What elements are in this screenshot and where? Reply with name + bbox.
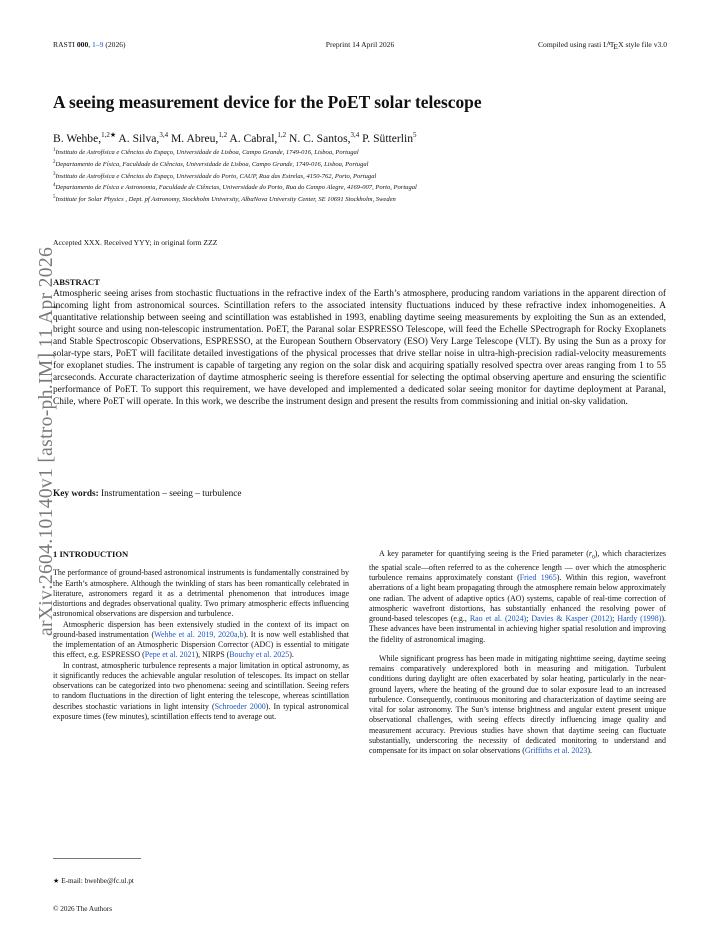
affiliation-marker: 3,4 bbox=[350, 131, 360, 139]
paragraph: While significant progress has been made in mitigating nighttime seeing, daytime seeing remains comparatively underexplored both in measuring and mitigation. Turbulent conditions during daylight are often exacerbated by solar heating, particularly in the near-ground layers, where the heating of the ground due to solar exposure lead to an increased turbulence. Consequently, continuous monitoring and characterization of daytime seeing are vital for solar astronomy. The Sun’s intense brightness and angular extent present unique observational challenges, with seeing effects directly influencing image quality and measurement accuracy. Previous studies have shown that daytime seeing can fluctuate substantially, underscoring the necessity of dedicated monitoring to understand and compensate for its impact on solar observations (Griffiths et al. 2023). bbox=[369, 653, 666, 756]
affiliation-marker: 3,4 bbox=[159, 131, 169, 139]
affiliation-number: 1 bbox=[53, 148, 56, 153]
citation-link[interactable]: Fried 1965 bbox=[519, 573, 557, 583]
affiliation-number: 2 bbox=[53, 159, 56, 165]
keywords bbox=[53, 489, 666, 499]
journal-citation: RASTI 000, 1–9 (2026) bbox=[53, 40, 126, 49]
author: B. Wehbe,$^{1,2★}$ bbox=[53, 131, 117, 145]
citation-link[interactable]: Bouchy et al. 2025 bbox=[229, 650, 290, 660]
keywords-label: Key words: bbox=[53, 489, 99, 499]
column-right bbox=[369, 549, 666, 756]
corresponding-email[interactable]: E-mail: bwehbe@fc.ul.pt bbox=[59, 877, 134, 885]
affiliation bbox=[53, 158, 673, 170]
affiliation bbox=[53, 193, 673, 205]
paragraph: The performance of ground-based astronomical instruments is fundamentally constrained by the Earth’s atmosphere. Although the twinkling of stars has been romantically celebrated in literature, astronomers regard it as a detrimental phenomenon that introduces image distortions and degrades observational quality. Two primary atmospheric effects influencing astronomical observations are dispersion and turbulence. bbox=[53, 568, 349, 619]
affiliation-text: Instituto de Astrofísica e Ciências do Espaço, Universidade do Porto, CAUP, Rua das Estrelas, 4150-762, Porto, Portugal bbox=[55, 172, 377, 180]
affiliation-number: 4 bbox=[53, 183, 56, 189]
affiliation-marker: 1,2★ bbox=[101, 131, 117, 139]
citation-link[interactable]: Hardy (1998) bbox=[617, 614, 662, 624]
compiled-note: Compiled using rasti $L^ATEX$ style file v3.0 bbox=[537, 40, 667, 51]
section-heading: 1 INTRODUCTION bbox=[53, 549, 129, 559]
star-icon: ★ bbox=[53, 877, 60, 885]
author: A. Cabral,$^{1,2}$ bbox=[227, 131, 287, 145]
author: N. C. Santos,$^{3,4}$ bbox=[286, 131, 360, 145]
paragraph: A key parameter for quantifying seeing is the Fried parameter $(r_0)$, which characterizes the spatial scale—often referred to as the coherence length — over which the atmospheric turbulence remains approximately constant (Fried 1965). Within this region, wavefront aberrations of a light beam propagating through the atmosphere remain below approximately one radian. The advent of adaptive optics (AO) systems, capable of real-time correction of atmospheric wavefront distortions, has substantially enhanced the resolving power of ground-based telescopes (e.g., Rao et al. (2024); Davies & Kasper (2012); Hardy (1998)). These advances have been instrumental in achieving higher spatial resolution and improving the fidelity of astronomical imaging. bbox=[369, 549, 666, 644]
paragraph: In contrast, atmospheric turbulence represents a major limitation in optical astronomy, as it significantly reduces the achievable angular resolution of telescopes. Its impact on stellar observations can be categorized into two phenomena: seeing and scintillation. Seeing refers to random fluctuations in the direction of light entering the telescope, whereas scintillation describes stochastic variations in light intensity (Schroeder 2000). In typical astronomical exposure times (few minutes), scintillation effects tend to average out. bbox=[53, 660, 349, 721]
affiliation-text: Instituto de Astrofísica e Ciências do Espaço, Universidade de Lisboa, Campo Grande, 1749-016, Lisboa, Portugal bbox=[55, 149, 359, 157]
arxiv-identifier[interactable]: arXiv:2604.10140v1 [astro-ph.IM] 11 Apr 2026 bbox=[36, 246, 57, 636]
citation-link[interactable]: Rao et al. (2024) bbox=[469, 614, 527, 624]
paragraph: Atmospheric dispersion has been extensively studied in the context of its impact on ground-based instrumentation (Wehbe et al. 2019, 2020a,b). It is now well established that the implementation of an Atmospheric Dispersion Corrector (ADC) is essential to mitigate this effect, e.g. ESPRESSO (Pepe et al. 2021), NIRPS (Bouchy et al. 2025). bbox=[53, 619, 349, 660]
running-header bbox=[53, 40, 667, 52]
accepted-note: Accepted XXX. Received YYY; in original form ZZZ bbox=[53, 238, 218, 247]
affiliation-list bbox=[53, 146, 673, 205]
author: P. Sütterlin$^5$ bbox=[359, 131, 417, 145]
affiliation-text: Departamento de Física, Faculdade de Ciências, Universidade de Lisboa, Campo Grande, 1749-016, Lisboa, Portugal bbox=[55, 160, 369, 168]
footnote-divider bbox=[53, 858, 141, 859]
affiliation-number: 3 bbox=[53, 171, 56, 177]
author-list bbox=[53, 131, 673, 145]
citation-link[interactable]: Schroeder 2000 bbox=[214, 701, 266, 711]
abstract-text: Atmospheric seeing arises from stochastic fluctuations in the refractive index of the Earth’s atmosphere, producing random variations in the apparent direction of incoming light from astronomical sources. Scintillation refers to the associated intensity fluctuations induced by these refractive index inhomogeneities. A quantitative relationship between seeing and scintillation was established in 1993, enabling daytime seeing measurements by exploiting the Sun as an extended, bright source and using non-telescopic instrumentation. PoET, the Paranal solar ESPRESSO Telescope, will feed the Echelle SPectrograph for Rocky Exoplanets and Stable Spectroscopic Observations, ESPRESSO, at the European Southern Observatory (ESO) Very Large Telescope (VLT). By using the Sun as a proxy for solar-type stars, PoET will facilitate detailed investigations of the physical processes that drive stellar noise in ultra-high-precision radial-velocity measurements for exoplanet studies. The instrument is capable of targeting any region on the solar disk and acquiring spatially resolved spectra over areas ranging from 1 to 55 arcseconds. Accurate characterization of daytime atmospheric seeing is therefore essential for selecting the optimal observing aperture and ensuring the scientific performance of PoET. To support this requirement, we have developed and implemented a dedicated solar seeing monitor for daytime deployment at Paranal, Chile, where PoET will operate. In this work, we describe the instrument design and present the results from commissioning and initial on-sky validation. bbox=[53, 289, 666, 408]
column-left bbox=[53, 549, 349, 722]
keywords-text: Instrumentation – seeing – turbulence bbox=[98, 489, 242, 499]
affiliation-marker: 1,2 bbox=[218, 131, 228, 139]
citation-link[interactable]: Wehbe et al. 2019, 2020a,b bbox=[154, 629, 244, 639]
affiliation-text: Institute for Solar Physics , Dept. pf Astronomy, Stockholm University, AlbaNova University Center, SE 10691 Stockholm, Sweden bbox=[55, 196, 396, 204]
affiliation bbox=[53, 181, 673, 193]
preprint-date: Preprint 14 April 2026 bbox=[325, 40, 395, 49]
affiliation bbox=[53, 170, 673, 182]
paper-title: A seeing measurement device for the PoET solar telescope bbox=[53, 92, 482, 112]
affiliation bbox=[53, 146, 673, 158]
affiliation-text: Departamento de Física e Astronomia, Faculdade de Ciências, Universidade do Porto, Rua do Campo Alegre, 4169-007, Porto, Portugal bbox=[55, 184, 417, 192]
author: M. Abreu,$^{1,2}$ bbox=[168, 131, 228, 145]
page-range-link[interactable]: 1–9 bbox=[92, 40, 104, 49]
copyright: © 2026 The Authors bbox=[53, 905, 113, 913]
author: A. Silva,$^{3,4}$ bbox=[116, 131, 169, 145]
citation-link[interactable]: Griffiths et al. 2023 bbox=[524, 746, 588, 756]
citation-link[interactable]: Pepe et al. 2021 bbox=[144, 650, 196, 660]
abstract-heading: ABSTRACT bbox=[53, 277, 100, 287]
footnote bbox=[53, 876, 134, 885]
affiliation-number: 5 bbox=[53, 195, 56, 201]
affiliation-marker: 5 bbox=[413, 131, 417, 139]
citation-link[interactable]: Davies & Kasper (2012) bbox=[531, 614, 613, 624]
affiliation-marker: 1,2 bbox=[277, 131, 287, 139]
